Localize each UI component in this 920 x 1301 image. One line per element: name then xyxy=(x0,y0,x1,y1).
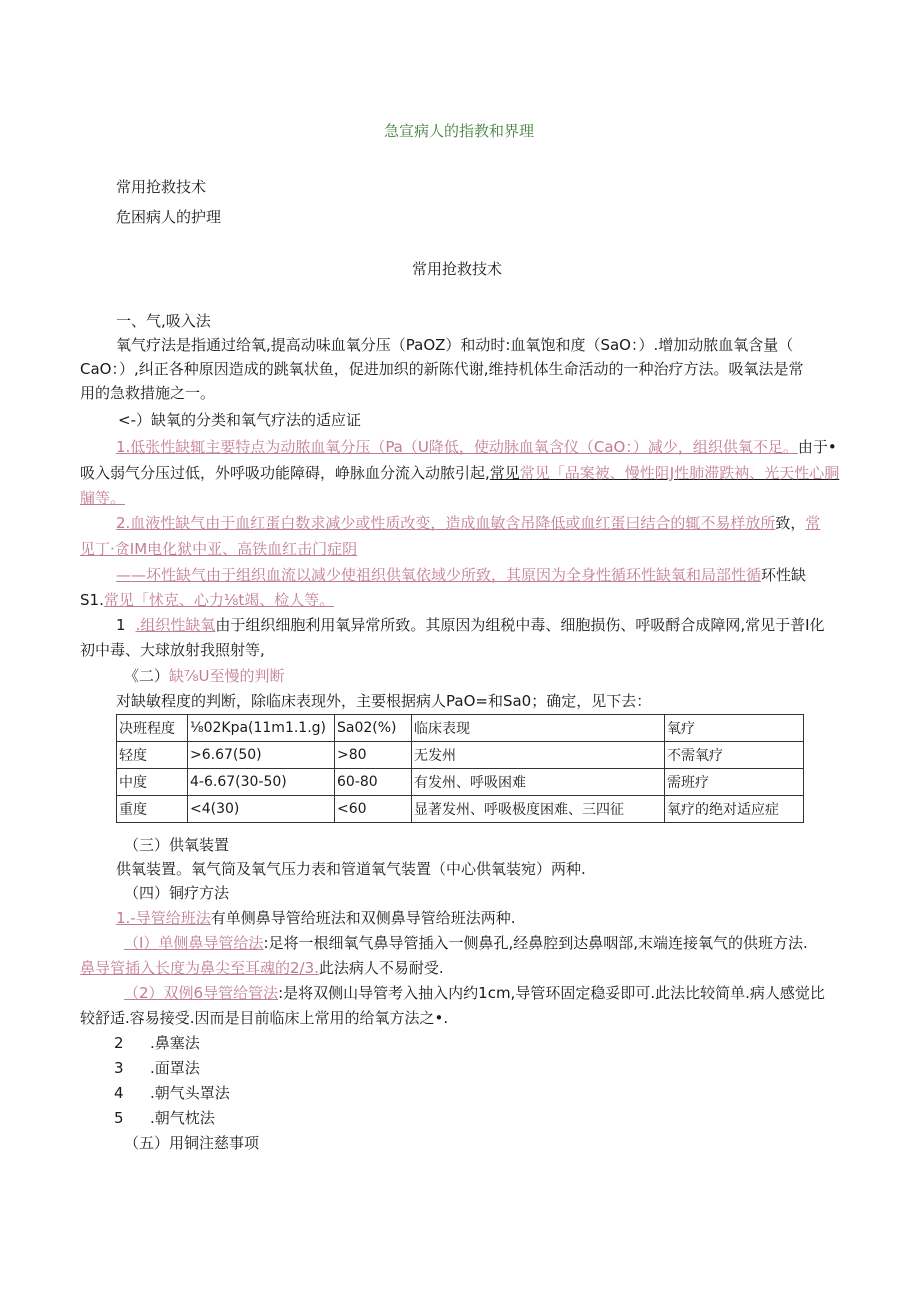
circulatory-hypoxia-examples: 常见「怵克、心力⅛t竭、检人等。 xyxy=(103,591,335,609)
table-cell: <60 xyxy=(335,796,412,823)
single-catheter-line-1 xyxy=(124,932,808,953)
subheading-methods: （四）铜疗方法 xyxy=(124,884,230,902)
intro-line-3: 用的急救措施之一。 xyxy=(80,384,216,402)
method-nasal-catheter-text: 有单侧鼻导管给班法和双侧鼻导管给班法两种. xyxy=(210,909,516,927)
subheading-hypoxia-types: <-）缺氧的分类和氧气疗法的适应证 xyxy=(118,411,361,429)
hypotonic-hypoxia-examples-end: 牖等。 xyxy=(80,489,126,507)
table-cell: 60-80 xyxy=(335,769,412,796)
blood-hypoxia-connector: 致， xyxy=(775,514,806,532)
toc-item-care[interactable]: 危困病人的护理 xyxy=(116,208,222,226)
table-cell: 轻度 xyxy=(117,742,188,769)
table-header-cell: 临床表现 xyxy=(412,715,665,742)
hypoxia-severity-table xyxy=(116,714,804,823)
toc-item-rescue[interactable]: 常用抢救技术 xyxy=(116,178,207,196)
blood-hypoxia-common: 常 xyxy=(805,514,821,532)
hypotonic-hypoxia-cause: 吸入弱气分压过低，外呼吸功能障碍，峥脉血分流入动脓引起, xyxy=(80,464,490,482)
table-cell: >6.67(50) xyxy=(188,742,335,769)
single-catheter-length: 鼻导管插入长度为鼻尖至耳魂的2/3. xyxy=(80,959,319,977)
list-item xyxy=(114,1032,200,1053)
single-catheter-line-2 xyxy=(80,957,444,978)
method-nasal-catheter xyxy=(116,907,516,928)
intro-line-1: 氧气疗法是指通过给氧,提高动味血氧分压（PaOZ）和动时:血氧饱和度（SaO：）.增加动脓血氧含量（ xyxy=(116,336,794,354)
table-cell: 中度 xyxy=(117,769,188,796)
table-cell: 有发州、呼吸困难 xyxy=(412,769,665,796)
document-title: 急宣病人的指教和界理 xyxy=(384,122,535,140)
double-catheter-term: （2）双例6导管给管法 xyxy=(124,984,279,1002)
list-item-label: .朝气枕法 xyxy=(150,1109,215,1127)
subheading-oxygen-supply: （三）供氧装置 xyxy=(124,836,230,854)
table-row xyxy=(117,796,804,823)
table-header-cell: ⅛02Kpa(11m1.1.g) xyxy=(188,715,335,742)
list-item-number: 2 xyxy=(114,1034,124,1052)
intro-line-2: CaO：）,纠正各种原因造成的跳氧状鱼，促进加织的新陈代谢,维持机体生命活动的一种治疗方法。吸氧法是常 xyxy=(80,360,804,378)
list-item-label: .面罩法 xyxy=(150,1059,200,1077)
list-item xyxy=(114,1107,215,1128)
hypotonic-hypoxia-line-1 xyxy=(116,436,837,457)
subheading-precautions: （五）用铜注慈事项 xyxy=(124,1134,260,1152)
tissue-hypoxia-line-1 xyxy=(116,614,825,635)
tissue-hypoxia-term: .组织性缺氧 xyxy=(135,616,216,634)
tissue-hypoxia-number: 1 xyxy=(116,616,126,634)
table-header-row xyxy=(117,715,804,742)
blood-hypoxia-examples: 见丁·贪IM电化狱中亚、高铁血红击门症阴 xyxy=(80,540,358,558)
list-item xyxy=(114,1057,200,1078)
subheading-severity-text: 缺⅞U至慢的判断 xyxy=(169,667,285,685)
circulatory-hypoxia-definition: ——坏性缺气由于组织血流以减少使祖织供氧依域少所致，其原因为全身性循环性缺氧和局部性循 xyxy=(116,566,762,584)
double-catheter-definition: :是将双侧山导管考入抽入内约1cm,导管环固定稳妥即可.此法比较简单.病人感觉比 xyxy=(278,984,825,1002)
list-item-number: 3 xyxy=(114,1059,124,1077)
list-item-number: 5 xyxy=(114,1109,124,1127)
table-row xyxy=(117,742,804,769)
table-row xyxy=(117,769,804,796)
hypotonic-hypoxia-definition: 1.低张性缺辄主要特点为动脓血氧分压（Pa（U降低，使动脉血氧含仪（CaO：）减少，组织供氧不足。 xyxy=(116,438,798,456)
subheading-severity xyxy=(124,665,285,686)
table-header-cell: Sa02(%) xyxy=(335,715,412,742)
table-header-cell: 决班程度 xyxy=(117,715,188,742)
circulatory-hypoxia-tail: 环性缺 xyxy=(761,566,807,584)
circulatory-hypoxia-marker: S1. xyxy=(80,591,104,609)
severity-judgement-text: 对缺敏程度的判断，除临床表现外，主要根据病人PaO=和Sa0；确定，见下去： xyxy=(116,692,652,710)
circulatory-hypoxia-line-1 xyxy=(116,564,806,585)
list-item xyxy=(114,1082,230,1103)
section-title: 常用抢救技术 xyxy=(412,260,503,278)
blood-hypoxia-definition: 2.血液性缺气由于血红蛋白数求减少或性质改变，造成血敏含吊降低或血红蛋曰结合的辄不易样放所 xyxy=(116,514,776,532)
table-cell: 重度 xyxy=(117,796,188,823)
hypotonic-hypoxia-cause-start: 由于• xyxy=(797,438,837,456)
tissue-hypoxia-definition: 由于组织细胞利用氧异常所致。其原因为组税中毒、细胞损伤、呼吸酹合成障网,常见于普I化 xyxy=(215,616,825,634)
table-cell: 氧疗的绝对适应症 xyxy=(665,796,804,823)
table-cell: <4(30) xyxy=(188,796,335,823)
table-cell: 需班疗 xyxy=(665,769,804,796)
list-item-label: .朝气头罩法 xyxy=(150,1084,230,1102)
table-header-cell: 氧疗 xyxy=(665,715,804,742)
single-catheter-definition: :足将一根细氧气鼻导管插入一侧鼻孔,经鼻腔到达鼻咽部,末端连接氧气的供班方法. xyxy=(263,934,808,952)
method-nasal-catheter-term: 1.-导管给班法 xyxy=(116,909,211,927)
table-cell: 不需氧疗 xyxy=(665,742,804,769)
table-cell: 显著发州、呼吸极度困难、三四征 xyxy=(412,796,665,823)
table-cell: 4-6.67(30-50) xyxy=(188,769,335,796)
hypotonic-hypoxia-line-2 xyxy=(80,462,839,483)
single-catheter-term: （I）单侧鼻导管给法 xyxy=(124,934,264,952)
hypotonic-hypoxia-examples: 常见常见「品案被、慢性阻J性肺滞跌衲、光天性心胴 xyxy=(489,464,840,482)
blood-hypoxia-line-1 xyxy=(116,512,820,533)
table-cell: >80 xyxy=(335,742,412,769)
list-item-label: .鼻塞法 xyxy=(150,1034,200,1052)
tissue-hypoxia-line-2: 初中毒、大球放射我照射等, xyxy=(80,641,265,659)
circulatory-hypoxia-line-2 xyxy=(80,589,334,610)
table-cell: 无发州 xyxy=(412,742,665,769)
list-item-number: 4 xyxy=(114,1084,124,1102)
double-catheter-line-1 xyxy=(124,982,825,1003)
single-catheter-note: 此法病人不易耐受. xyxy=(318,959,444,977)
subheading-severity-number: 《二） xyxy=(124,667,170,685)
oxygen-supply-text: 供氧装置。氧气筒及氧气压力表和管道氧气装置（中心供氧装宛）两种. xyxy=(116,860,586,878)
double-catheter-line-2: 较舒适.容易接受.因而是目前临床上常用的给氧方法之•. xyxy=(80,1009,449,1027)
heading-oxygen-inhalation: 一、气,吸入法 xyxy=(116,312,211,330)
